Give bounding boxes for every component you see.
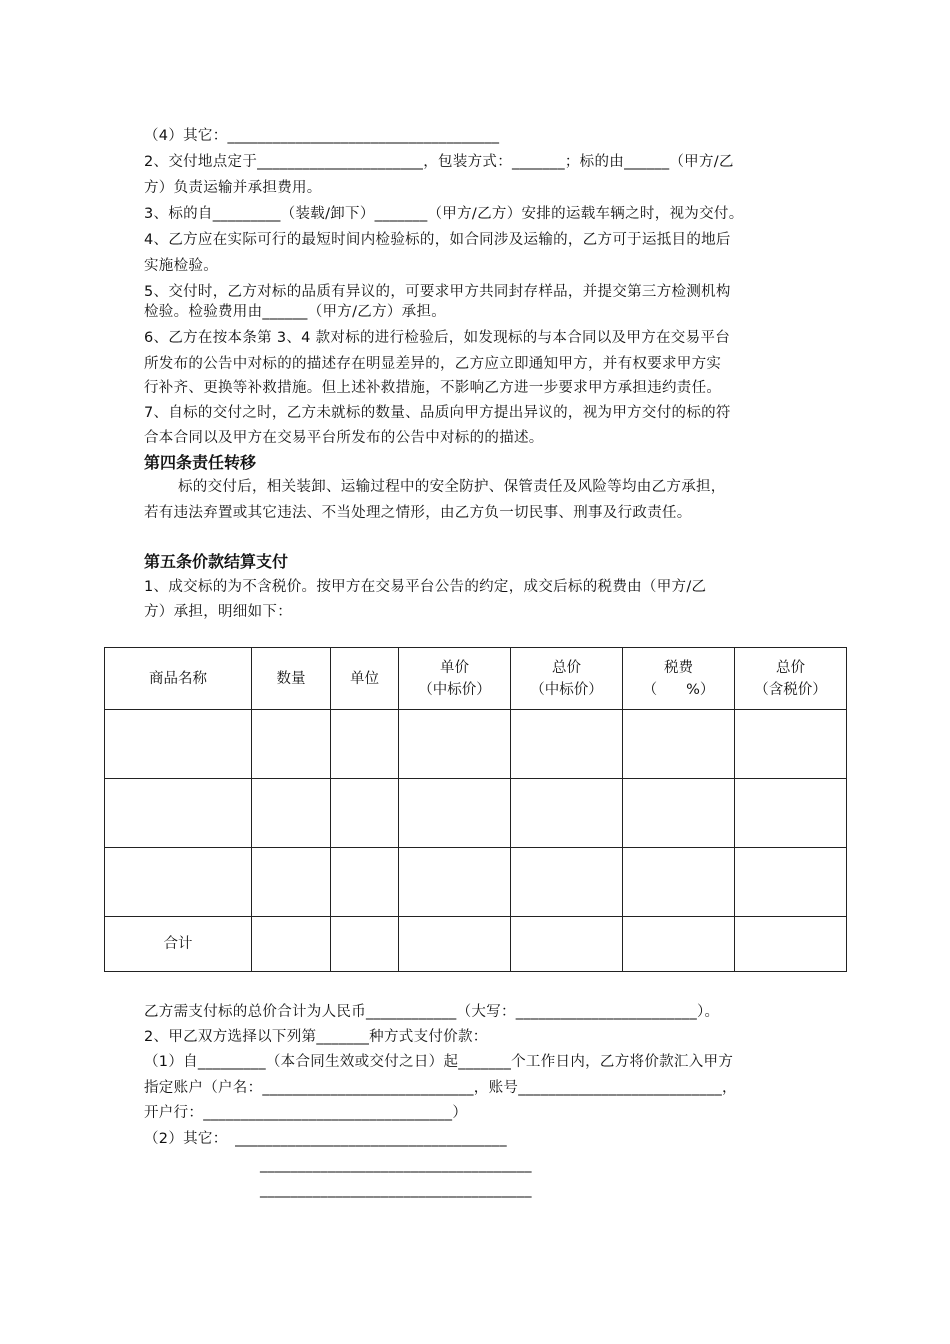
- item-4-line-1: 4、乙方应在实际可行的最短时间内检验标的，如合同涉及运输的，乙方可于运抵目的地后: [144, 232, 731, 248]
- table-row: [105, 779, 847, 848]
- table-header-row: [105, 648, 847, 710]
- total-amount-line: 乙方需支付标的总价合计为人民币____________（大写：________________________）。: [144, 1004, 720, 1020]
- header-total-with-tax: 总价 （含税价）: [735, 648, 847, 710]
- item-2-line-1: 2、交付地点定于______________________，包装方式：_______；标的由______（甲方/乙: [144, 154, 734, 170]
- option-1-line-1: （1）自_________（本合同生效或交付之日）起_______个工作日内，乙方将价款汇入甲方: [144, 1054, 734, 1070]
- option-2-line-2: ____________________________________: [260, 1157, 532, 1173]
- item-2-line-2: 方）负责运输并承担费用。: [144, 180, 322, 196]
- table-total-row: [105, 917, 847, 972]
- item-5-line-2: 检验。检验费用由______（甲方/乙方）承担。: [144, 304, 447, 320]
- price-table: [104, 647, 847, 972]
- item-4-line-2: 实施检验。: [144, 258, 218, 274]
- item-3-line: 3、标的自_________（装载/卸下）_______（甲方/乙方）安排的运载车辆之时，视为交付。: [144, 206, 744, 222]
- table-row: [105, 848, 847, 917]
- option-1-line-3: 开户行：_________________________________）: [144, 1105, 468, 1121]
- item-7-line-1: 7、自标的交付之时，乙方未就标的数量、品质向甲方提出异议的，视为甲方交付的标的符: [144, 405, 731, 421]
- header-product-name: 商品名称: [105, 648, 252, 710]
- option-2-line-3: ____________________________________: [260, 1182, 532, 1198]
- item-7-line-2: 合本合同以及甲方在交易平台所发布的公告中对标的的描述。: [144, 430, 544, 446]
- item-5-line-1: 5、交付时，乙方对标的品质有异议的，可要求甲方共同封存样品，并提交第三方检测机构: [144, 284, 731, 300]
- total-label: 合计: [105, 917, 252, 972]
- header-total-price: 总价 （中标价）: [511, 648, 623, 710]
- other-option-line: （4）其它：____________________________________: [144, 128, 500, 144]
- payment-method-line: 2、甲乙双方选择以下列第_______种方式支付价款：: [144, 1029, 488, 1045]
- header-quantity: 数量: [252, 648, 331, 710]
- clause-4-title: 第四条责任转移: [144, 453, 257, 472]
- item-6-line-3: 行补齐、更换等补救措施。但上述补救措施，不影响乙方进一步要求甲方承担违约责任。: [144, 380, 722, 396]
- clause-5-title: 第五条价款结算支付: [144, 552, 289, 571]
- clause-5-item-1-line-1: 1、成交标的为不含税价。按甲方在交易平台公告的约定，成交后标的税费由（甲方/乙: [144, 579, 707, 595]
- clause-5-item-1-line-2: 方）承担，明细如下：: [144, 604, 292, 620]
- clause-4-para-line-2: 若有违法弃置或其它违法、不当处理之情形，由乙方负一切民事、刑事及行政责任。: [144, 505, 692, 521]
- option-1-line-2: 指定账户（户名：____________________________，账号___________________________，: [144, 1080, 737, 1096]
- header-unit-price: 单价 （中标价）: [399, 648, 511, 710]
- table-row: [105, 710, 847, 779]
- clause-4-para-line-1: 标的交付后，相关装卸、运输过程中的安全防护、保管责任及风险等均由乙方承担，: [178, 479, 726, 495]
- header-tax: 税费 （ %）: [623, 648, 735, 710]
- item-6-line-1: 6、乙方在按本条第 3、4 款对标的进行检验后，如发现标的与本合同以及甲方在交易平台: [144, 330, 730, 346]
- option-2-line-1: （2）其它： ____________________________________: [144, 1131, 507, 1147]
- item-6-line-2: 所发布的公告中对标的的描述存在明显差异的，乙方应立即通知甲方，并有权要求甲方实: [144, 356, 722, 372]
- header-unit: 单位: [331, 648, 399, 710]
